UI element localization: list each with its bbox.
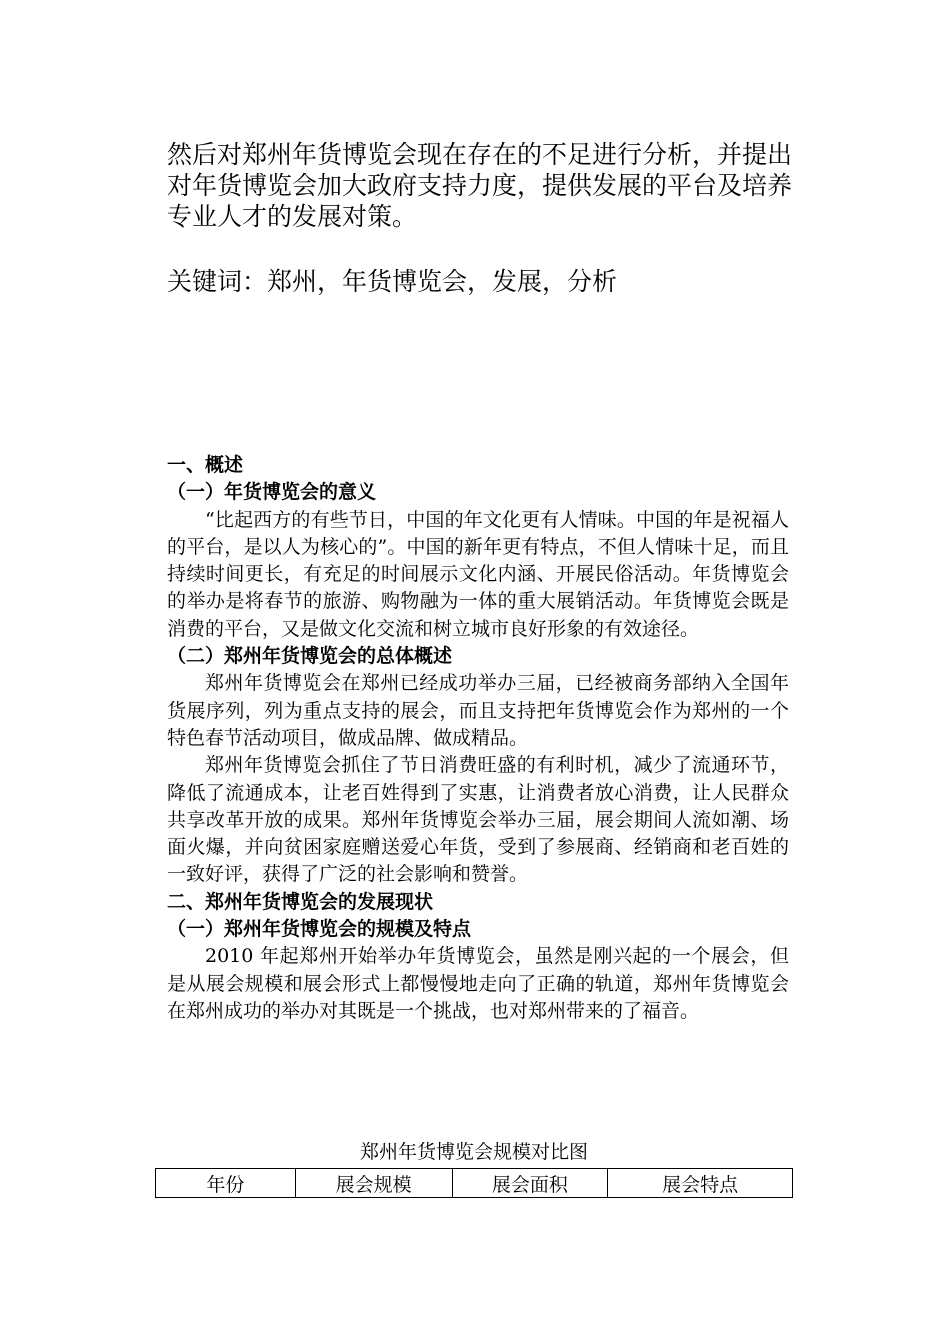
subsection-heading-significance: （一）年货博览会的意义	[167, 481, 377, 504]
table-caption: 郑州年货博览会规模对比图	[359, 1141, 588, 1163]
section-heading-status: 二、郑州年货博览会的发展现状	[167, 890, 434, 913]
table-header-year: 年份	[156, 1169, 296, 1198]
table-header-features: 展会特点	[608, 1169, 793, 1198]
paragraph-overall-2: 郑州年货博览会抓住了节日消费旺盛的有利时机，减少了流通环节，降低了流通成本，让老百姓得到了实惠，让消费者放心消费，让人民群众共享改革开放的成果。郑州年货博览会举办三届，展会期间人流如潮、场面火爆，并向贫困家庭赠送爱心年货，受到了参展商、经销商和老百姓的一致好评，获得了广泛的社会影响和赞誉。	[167, 754, 789, 886]
scale-comparison-table	[155, 1168, 793, 1198]
abstract-section	[167, 139, 792, 232]
paragraph-significance: “比起西方的有些节日，中国的年文化更有人情味。中国的年是祝福人的平台，是以人为核心的”。中国的新年更有特点，不但人情味十足，而且持续时间更长，有充足的时间展示文化内涵、开展民俗活动。年货博览会的举办是将春节的旅游、购物融为一体的重大展销活动。年货博览会既是消费的平台，又是做文化交流和树立城市良好形象的有效途径。	[167, 508, 789, 640]
paragraph-overall-1: 郑州年货博览会在郑州已经成功举办三届，已经被商务部纳入全国年货展序列，列为重点支持的展会，而且支持把年货博览会作为郑州的一个特色春节活动项目，做成品牌、做成精品。	[167, 672, 789, 749]
paragraph-scale: 2010 年起郑州开始举办年货博览会，虽然是刚兴起的一个展会，但是从展会规模和展会形式上都慢慢地走向了正确的轨道，郑州年货博览会在郑州成功的举办对其既是一个挑战，也对郑州带来的了福音。	[167, 945, 789, 1022]
body-text	[167, 452, 789, 1025]
subsection-heading-scale: （一）郑州年货博览会的规模及特点	[167, 918, 472, 941]
abstract-text: 然后对郑州年货博览会现在存在的不足进行分析，并提出对年货博览会加大政府支持力度，提供发展的平台及培养专业人才的发展对策。	[167, 140, 793, 231]
table-header-scale: 展会规模	[295, 1169, 452, 1198]
section-heading-overview: 一、概述	[167, 454, 244, 476]
table-header-area: 展会面积	[452, 1169, 608, 1198]
subsection-heading-overall: （二）郑州年货博览会的总体概述	[167, 645, 453, 668]
keywords-line	[167, 266, 792, 297]
keywords-value: 郑州，年货博览会，发展，分析	[267, 267, 618, 296]
keywords-label: 关键词：	[167, 267, 268, 296]
table-header-row	[156, 1169, 793, 1198]
